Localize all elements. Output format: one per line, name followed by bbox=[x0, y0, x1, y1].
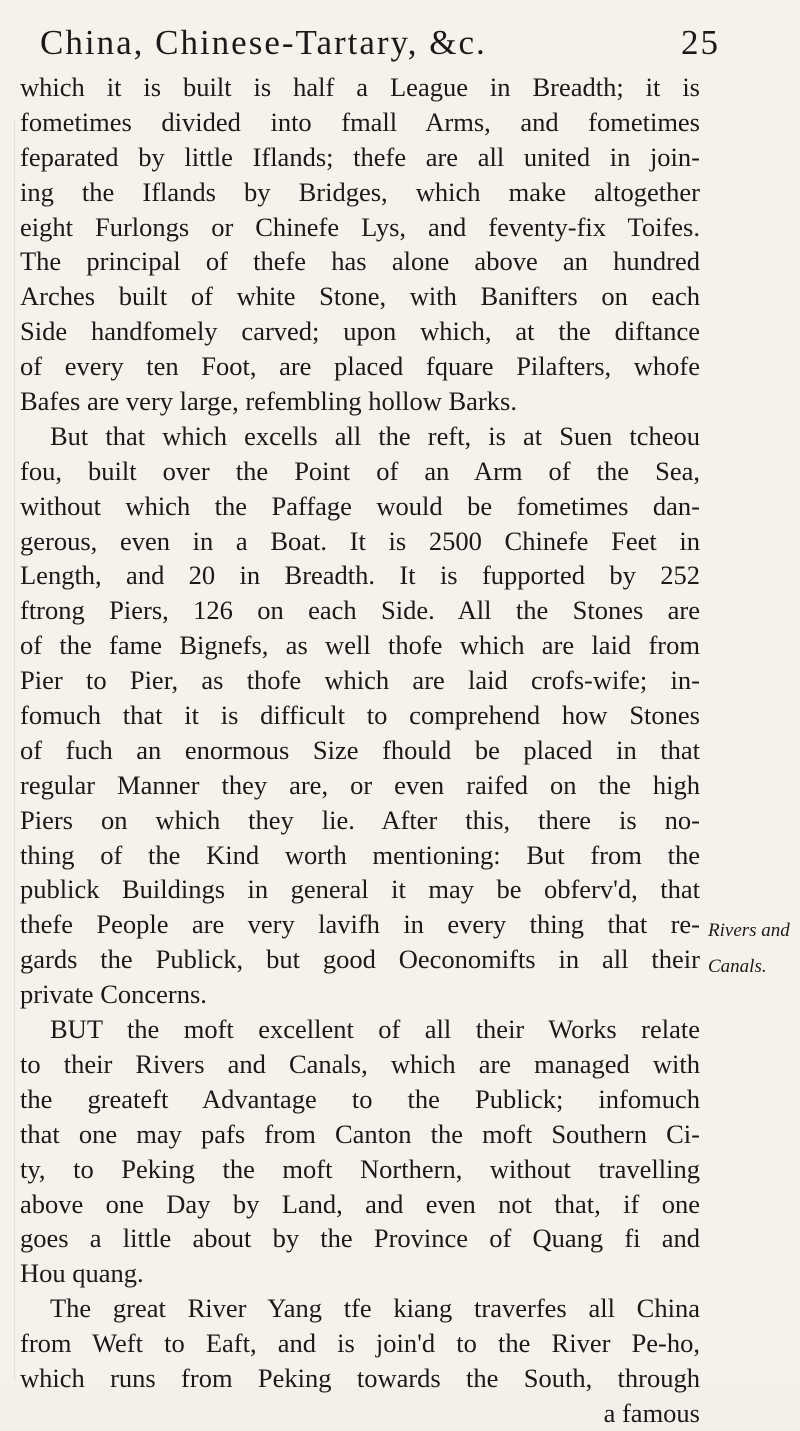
page-number: 25 bbox=[681, 23, 720, 62]
text-line-11: But that which excells all the reft, is at Suen tcheou bbox=[50, 420, 700, 451]
text-line-31: that one may pafs from Canton the moft Southern Ci- bbox=[20, 1118, 700, 1149]
text-line-32: ty, to Peking the moft Northern, without travelling bbox=[20, 1153, 700, 1184]
text-line-10: Bafes are very large, refembling hollow Barks. bbox=[20, 386, 517, 417]
text-line-37: from Weft to Eaft, and is join'd to the River Pe-ho, bbox=[20, 1328, 700, 1359]
text-line-18: Pier to Pier, as thofe which are laid crofs-wife; in- bbox=[20, 665, 700, 696]
text-line-27: private Concerns. bbox=[20, 979, 207, 1010]
text-line-19: fomuch that it is difficult to comprehend how Stones bbox=[20, 700, 700, 731]
text-line-30: the greateft Advantage to the Publick; infomuch bbox=[20, 1083, 700, 1114]
margin-note-1: Rivers and bbox=[708, 920, 790, 941]
text-line-1: which it is built is half a League in Breadth; it is bbox=[20, 72, 700, 102]
text-line-28: BUT the moft excellent of all their Works relate bbox=[50, 1014, 700, 1045]
text-line-23: thing of the Kind worth mentioning: But from the bbox=[20, 839, 700, 870]
text-line-13: without which the Paffage would be fometimes dan- bbox=[20, 490, 700, 521]
text-line-34: goes a little about by the Province of Quang fi and bbox=[20, 1223, 700, 1254]
running-title: China, Chinese-Tartary, &c. bbox=[40, 23, 487, 62]
text-line-8: Side handfomely carved; upon which, at the diftance bbox=[20, 316, 700, 347]
text-line-4: ing the Iflands by Bridges, which make altogether bbox=[20, 176, 700, 207]
text-line-14: gerous, even in a Boat. It is 2500 Chinefe Feet in bbox=[20, 525, 700, 556]
text-line-21: regular Manner they are, or even raifed on the high bbox=[20, 769, 700, 800]
text-line-36: The great River Yang tfe kiang traverfes all China bbox=[50, 1293, 700, 1324]
catchword: a famous bbox=[603, 1397, 700, 1428]
running-header bbox=[40, 18, 720, 68]
text-line-7: Arches built of white Stone, with Banifters on each bbox=[20, 281, 700, 312]
text-line-6: The principal of thefe has alone above an hundred bbox=[20, 246, 700, 277]
text-line-24: publick Buildings in general it may be obferv'd, that bbox=[20, 874, 700, 905]
text-line-15: Length, and 20 in Breadth. It is fupported by 252 bbox=[20, 560, 700, 591]
text-line-17: of the fame Bignefs, as well thofe which are laid from bbox=[20, 630, 700, 661]
margin-note-2: Canals. bbox=[708, 956, 767, 977]
text-line-35: Hou quang. bbox=[20, 1258, 144, 1289]
page-body bbox=[20, 70, 700, 1431]
text-line-38: which runs from Peking towards the South, through bbox=[20, 1362, 700, 1393]
text-line-2: fometimes divided into fmall Arms, and fometimes bbox=[20, 106, 700, 137]
text-line-12: fou, built over the Point of an Arm of the Sea, bbox=[20, 455, 700, 486]
text-line-5: eight Furlongs or Chinefe Lys, and feventy-fix Toifes. bbox=[20, 211, 700, 242]
text-line-26: gards the Publick, but good Oeconomifts in all their bbox=[20, 944, 700, 975]
text-line-16: ftrong Piers, 126 on each Side. All the Stones are bbox=[20, 595, 700, 626]
page-gutter-shadow bbox=[14, 120, 15, 1380]
text-line-29: to their Rivers and Canals, which are managed with bbox=[20, 1048, 700, 1079]
text-line-3: feparated by little Iflands; thefe are all united in join- bbox=[20, 141, 700, 172]
text-line-22: Piers on which they lie. After this, there is no- bbox=[20, 804, 700, 835]
text-line-20: of fuch an enormous Size fhould be placed in that bbox=[20, 734, 700, 765]
text-line-9: of every ten Foot, are placed fquare Pilafters, whofe bbox=[20, 351, 700, 382]
text-line-25: thefe People are very lavifh in every thing that re- bbox=[20, 909, 700, 940]
text-line-33: above one Day by Land, and even not that, if one bbox=[20, 1188, 700, 1219]
